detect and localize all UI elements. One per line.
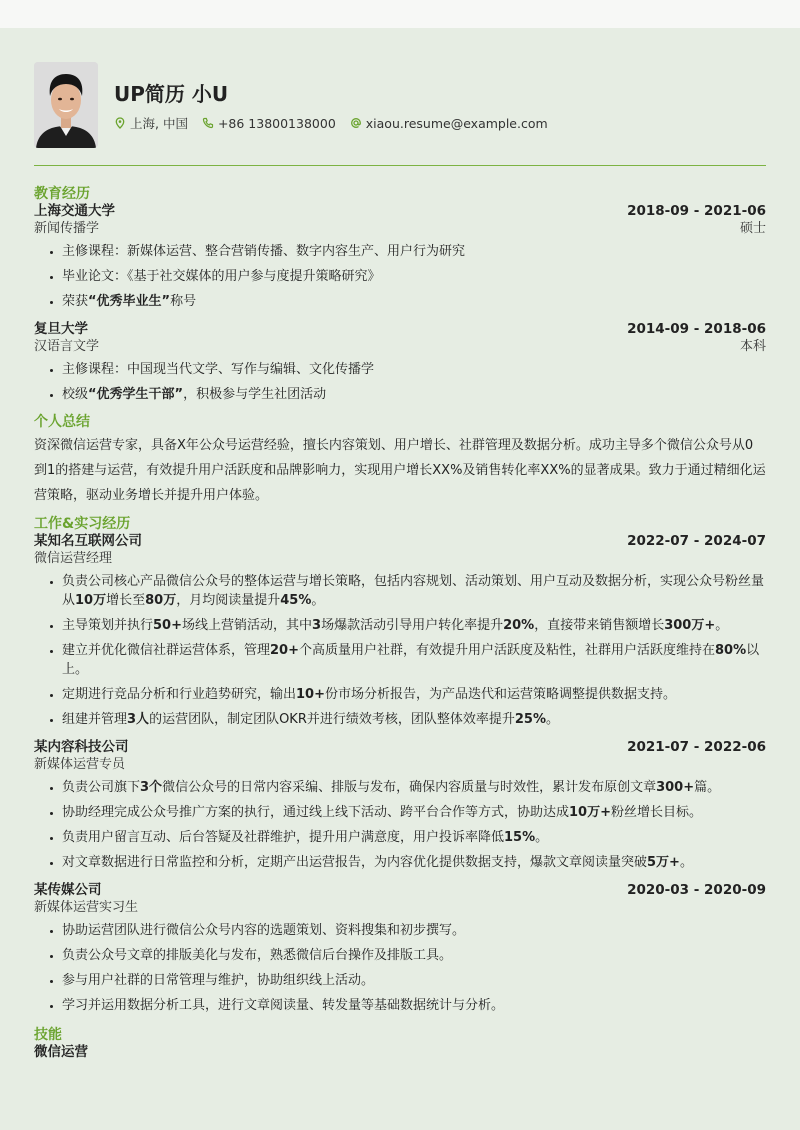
date-range: 2018-09 - 2021-06 — [627, 203, 766, 219]
bullet-text: 场线上营销活动，其中 — [182, 618, 313, 633]
bullet-text: 负责公众号文章的排版美化与发布，熟悉微信后台操作及排版工具。 — [62, 948, 453, 963]
company-name: 某知名互联网公司 — [34, 533, 142, 549]
candidate-name: UP简历 小U — [114, 82, 229, 106]
bullet-item — [62, 853, 766, 872]
bullet-text: 。 — [715, 618, 729, 633]
bullet-highlight: 300万+ — [664, 618, 716, 633]
job-title: 新媒体运营实习生 — [34, 900, 139, 915]
bullet-text: 。 — [311, 593, 325, 608]
bullet-text: 的运营团队，制定团队OKR并进行绩效考核，团队整体效率提升 — [149, 712, 515, 727]
work-entry — [34, 739, 766, 872]
bullet-text: 对文章数据进行日常监控和分析，定期产出运营报告，为内容优化提供数据支持，爆款文章阅读量突破 — [62, 855, 648, 870]
bullet-text: 毕业论文：《基于社交媒体的用户参与度提升策略研究》 — [62, 269, 381, 284]
email-item — [350, 116, 548, 131]
bullet-highlight: 10+ — [296, 687, 325, 702]
bullet-text: 负责公司旗下 — [62, 780, 141, 795]
at-sign-icon — [350, 117, 362, 129]
section-title-skills: 技能 — [34, 1027, 62, 1043]
company-name: 某传媒公司 — [34, 882, 102, 898]
entry-header — [34, 882, 766, 899]
bullet-text: 粉丝增长目标。 — [611, 805, 703, 820]
job-title: 微信运营经理 — [34, 551, 113, 566]
bullet-highlight: 20+ — [270, 643, 299, 658]
bullet-text: ，月均阅读量提升 — [176, 593, 281, 608]
contact-line — [114, 114, 558, 132]
avatar-photo — [34, 62, 98, 148]
bullet-text: 。 — [545, 712, 559, 727]
bullet-text: 学习并运用数据分析工具，进行文章阅读量、转发量等基础数据统计与分析。 — [62, 998, 505, 1013]
bullet-item — [62, 292, 766, 311]
section-title-education: 教育经历 — [34, 186, 90, 202]
resume-page — [0, 28, 800, 1130]
bullet-list — [34, 360, 766, 404]
bullet-highlight: 3人 — [127, 712, 150, 727]
degree: 硕士 — [739, 221, 766, 236]
bullet-item — [62, 641, 766, 679]
phone-text: +86 13800138000 — [217, 115, 336, 131]
phone-item — [202, 116, 336, 131]
bullet-text: 份市场分析报告，为产品迭代和运营策略调整提供数据支持。 — [325, 687, 677, 702]
bullet-text: 负责用户留言互动、后台答疑及社群维护，提升用户满意度，用户投诉率降低 — [62, 830, 505, 845]
section-title-summary: 个人总结 — [34, 414, 90, 430]
bullet-highlight: 80万 — [145, 593, 177, 608]
bullet-highlight: 80% — [715, 643, 747, 658]
bullet-item — [62, 242, 766, 261]
bullet-text: 篇。 — [694, 780, 721, 795]
bullet-highlight: 5万+ — [647, 855, 680, 870]
entry-header — [34, 321, 766, 338]
bullet-item — [62, 616, 766, 635]
resume-header — [34, 62, 766, 150]
location-pin-icon — [114, 117, 126, 129]
bullet-list — [34, 921, 766, 1015]
bullet-text: 组建并管理 — [62, 712, 128, 727]
work-entry — [34, 533, 766, 729]
bullet-item — [62, 996, 766, 1015]
entry-header — [34, 203, 766, 220]
bullet-highlight: “优秀毕业生” — [88, 294, 171, 309]
bullet-text: 。 — [535, 830, 549, 845]
education-entry — [34, 203, 766, 311]
major: 汉语言文学 — [34, 339, 100, 354]
date-range: 2021-07 - 2022-06 — [627, 739, 766, 755]
bullet-item — [62, 778, 766, 797]
bullet-text: 定期进行竞品分析和行业趋势研究，输出 — [62, 687, 297, 702]
bullet-list — [34, 778, 766, 872]
entry-header — [34, 533, 766, 550]
bullet-item — [62, 685, 766, 704]
date-range: 2020-03 - 2020-09 — [627, 882, 766, 898]
work-entry — [34, 882, 766, 1015]
avatar — [34, 62, 98, 148]
bullet-highlight: 3个 — [140, 780, 163, 795]
school-name: 复旦大学 — [34, 321, 88, 337]
bullet-text: 主修课程：新媒体运营、整合营销传播、数字内容生产、用户行为研究 — [62, 244, 466, 259]
bullet-item — [62, 946, 766, 965]
bullet-highlight: 3 — [312, 618, 322, 633]
bullet-item — [62, 710, 766, 729]
bullet-text: 个高质量用户社群，有效提升用户活跃度及粘性，社群用户活跃度维持在 — [299, 643, 716, 658]
bullet-text: 场爆款活动引导用户转化率提升 — [321, 618, 504, 633]
entry-header — [34, 739, 766, 756]
bullet-text: 。 — [679, 855, 693, 870]
resume-content — [34, 180, 766, 1061]
bullet-highlight: 50+ — [153, 618, 182, 633]
bullet-text: 增长至 — [106, 593, 146, 608]
bullet-text: 协助运营团队进行微信公众号内容的选题策划、资料搜集和初步撰写。 — [62, 923, 466, 938]
bullet-item — [62, 828, 766, 847]
bullet-text: 称号 — [170, 294, 197, 309]
education-list — [34, 203, 766, 404]
bullet-item — [62, 803, 766, 822]
bullet-text: 荣获 — [62, 294, 89, 309]
summary-text: 资深微信运营专家，具备X年公众号运营经验，擅长内容策划、用户增长、社群管理及数据分析。成功主导多个微信公众号从0到1的搭建与运营，有效提升用户活跃度和品牌影响力，实现用户增长XX%及销售转化率XX%的显著成果。致力于通过精细化运营策略，驱动业务增长并提升用户体验。 — [34, 438, 766, 503]
date-range: 2014-09 - 2018-06 — [627, 321, 766, 337]
bullet-text: 建立并优化微信社群运营体系，管理 — [62, 643, 271, 658]
location-text: 上海, 中国 — [130, 116, 188, 131]
bullet-item — [62, 572, 766, 610]
work-list — [34, 533, 766, 1015]
job-title: 新媒体运营专员 — [34, 757, 126, 772]
date-range: 2022-07 - 2024-07 — [627, 533, 766, 549]
school-name: 上海交通大学 — [34, 203, 115, 219]
bullet-item — [62, 385, 766, 404]
bullet-text: 微信公众号的日常内容采编、排版与发布，确保内容质量与时效性，累计发布原创文章 — [162, 780, 657, 795]
major: 新闻传播学 — [34, 221, 100, 236]
bullet-list — [34, 242, 766, 311]
bullet-highlight: 25% — [514, 712, 546, 727]
header-divider — [34, 165, 766, 166]
bullet-highlight: 10万+ — [569, 805, 611, 820]
bullet-item — [62, 971, 766, 990]
top-band — [0, 0, 800, 28]
bullet-highlight: 300+ — [656, 780, 695, 795]
bullet-highlight: 45% — [280, 593, 312, 608]
bullet-text: 以上。 — [62, 643, 760, 677]
bullet-text: 主导策划并执行 — [62, 618, 154, 633]
bullet-highlight: “优秀学生干部” — [88, 387, 184, 402]
location-item — [114, 114, 188, 132]
section-title-work: 工作&实习经历 — [34, 516, 131, 532]
entry-subheader — [34, 338, 766, 356]
bullet-item — [62, 921, 766, 940]
bullet-item — [62, 360, 766, 379]
entry-subheader — [34, 220, 766, 238]
bullet-highlight: 10万 — [75, 593, 107, 608]
phone-icon — [202, 117, 214, 129]
bullet-text: 主修课程：中国现当代文学、写作与编辑、文化传播学 — [62, 362, 375, 377]
skill-category: 微信运营 — [34, 1044, 88, 1060]
company-name: 某内容科技公司 — [34, 739, 129, 755]
degree: 本科 — [739, 339, 766, 354]
bullet-highlight: 20% — [503, 618, 535, 633]
bullet-list — [34, 572, 766, 729]
bullet-text: 参与用户社群的日常管理与维护，协助组织线上活动。 — [62, 973, 375, 988]
bullet-text: 负责公司核心产品微信公众号的整体运营与增长策略，包括内容规划、活动策划、用户互动及数据分析，实现公众号粉丝量从 — [62, 574, 765, 608]
bullet-text: 协助经理完成公众号推广方案的执行，通过线上线下活动、跨平台合作等方式，协助达成 — [62, 805, 570, 820]
bullet-text: ，积极参与学生社团活动 — [183, 387, 327, 402]
bullet-item — [62, 267, 766, 286]
bullet-text: ，直接带来销售额增长 — [534, 618, 665, 633]
email-text: xiaou.resume@example.com — [365, 115, 548, 131]
bullet-text: 校级 — [62, 387, 89, 402]
bullet-highlight: 15% — [504, 830, 536, 845]
education-entry — [34, 321, 766, 404]
